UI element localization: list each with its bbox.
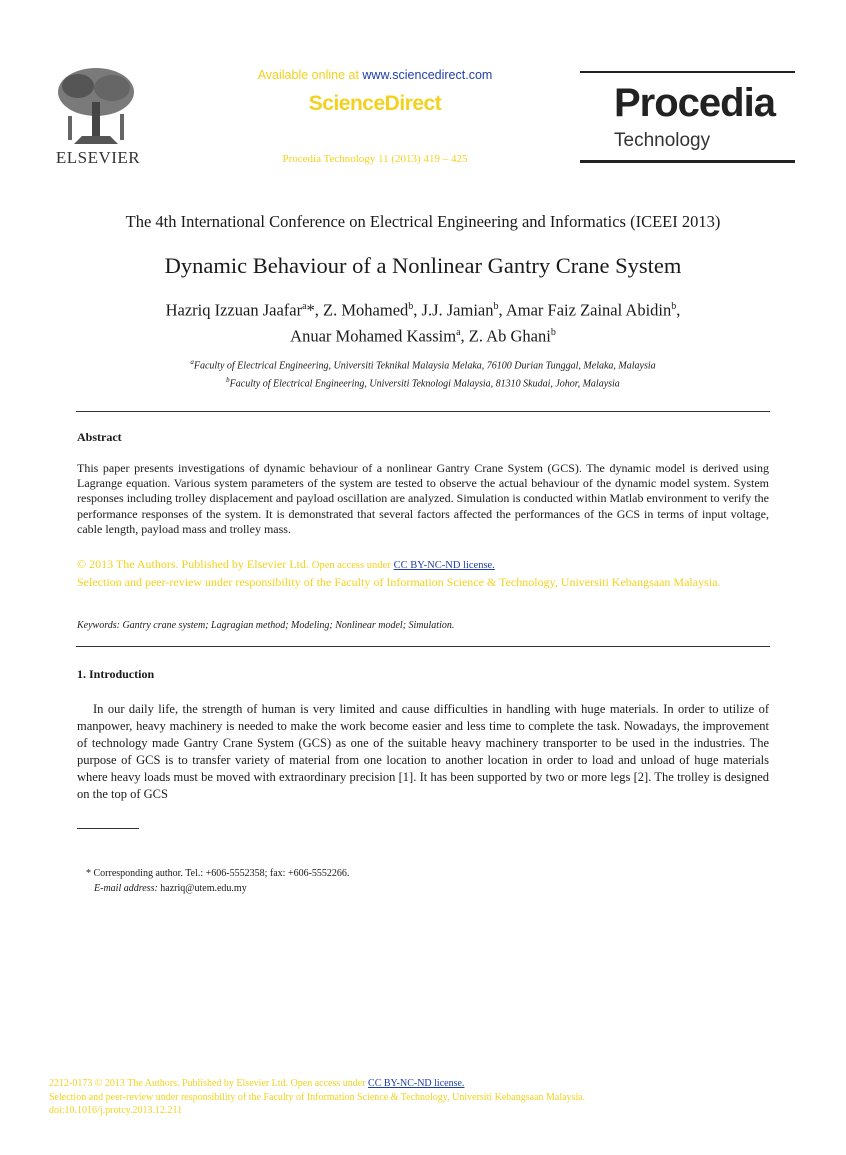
author-name: J.J. Jamian bbox=[421, 300, 494, 320]
affil-sup: a bbox=[190, 358, 194, 366]
author-sep: *, bbox=[306, 300, 324, 320]
abstract-text: This paper presents investigations of dynamic behaviour of a nonlinear Gantry Crane System (GCS). The dynamic model is derived using Lagrange equation. Various system parameters of the system are tested to observe the actual behaviour of the dynamic model system. System responses including trolley displacement and payload oscillation are analyzed. Simulation is conducted within Matlab environment to verify the performance responses of the system. It is demonstrated that several factors affected the performances of the GCS in terms of input voltage, cable length, payload mass and trolley mass. bbox=[77, 461, 769, 536]
author-sep: , bbox=[676, 300, 681, 320]
author-name: Z. Mohamed bbox=[323, 300, 409, 320]
open-access-text: Open access under bbox=[311, 560, 391, 571]
author-line-2 bbox=[40, 322, 806, 348]
footnote-rule bbox=[77, 828, 139, 829]
affiliation-b bbox=[40, 373, 806, 391]
author-name: Amar Faiz Zainal Abidin bbox=[505, 300, 672, 320]
author-affil-sup: b bbox=[671, 301, 677, 312]
author-affil-sup: b bbox=[408, 301, 414, 312]
email-note bbox=[94, 883, 247, 894]
conference-name: The 4th International Conference on Electrical Engineering and Informatics (ICEEI 2013) bbox=[125, 212, 721, 231]
author-name: Z. Ab Ghani bbox=[468, 326, 551, 345]
author-affil-sup: a bbox=[456, 326, 461, 338]
license-link[interactable]: CC BY-NC-ND license. bbox=[393, 560, 495, 571]
journal-reference: Procedia Technology 11 (2013) 419 – 425 bbox=[282, 153, 468, 165]
abstract-heading: Abstract bbox=[77, 430, 122, 444]
introduction-paragraph: In our daily life, the strength of human is very limited and cause difficulties in handling with huge materials. In order to utilize of manpower, heavy machinery is needed to make the work become easier and less time to complete the task. Nowadays, the improvement of technology made Gantry Crane System (GCS) as one of the suitable heavy machinery transporter to be used in the industries. The purpose of GCS is to transfer variety of material from one location to another location in order to load and unload of huge materials where heavy loads must be moved with extraordinary precision [1]. It has been supported by two or more legs [2]. The trolley is designed on the top of GCS bbox=[77, 702, 769, 801]
affiliation-a bbox=[40, 355, 806, 373]
introduction-text bbox=[77, 701, 769, 803]
email-label: E-mail address: bbox=[94, 883, 158, 894]
page-footer bbox=[49, 1077, 769, 1118]
footer-license-link[interactable]: CC BY-NC-ND license. bbox=[368, 1078, 465, 1089]
footer-copyright: 2212-0173 © 2013 The Authors. Published by Elsevier Ltd. bbox=[49, 1078, 289, 1089]
author-sep: , bbox=[460, 326, 469, 345]
sciencedirect-logo: ScienceDirect bbox=[308, 92, 442, 115]
footer-open-access: Open access under bbox=[290, 1078, 366, 1089]
technology-wordmark: Technology bbox=[614, 130, 711, 151]
keywords: Keywords: Gantry crane system; Lagragian method; Modeling; Nonlinear model; Simulation. bbox=[77, 620, 455, 631]
section-heading-introduction: 1. Introduction bbox=[77, 667, 155, 681]
author-name: Anuar Mohamed Kassim bbox=[290, 326, 457, 345]
elsevier-tree-icon bbox=[54, 66, 138, 146]
author-list bbox=[40, 296, 806, 347]
paper-title: Dynamic Behaviour of a Nonlinear Gantry Crane System bbox=[164, 253, 682, 278]
author-line-1 bbox=[40, 296, 806, 322]
logo-rule-top bbox=[580, 71, 795, 73]
copyright-text: © 2013 The Authors. Published by Elsevier Ltd. bbox=[77, 557, 309, 571]
affil-text: Faculty of Electrical Engineering, Universiti Teknikal Malaysia Melaka, 76100 Durian Tunggal, Melaka, Malaysia bbox=[193, 360, 656, 372]
divider-top bbox=[76, 411, 770, 412]
selection-text: Selection and peer-review under responsibility of the Faculty of Information Science & Technology, Universiti Kebangsaan Malaysia. bbox=[77, 575, 721, 589]
author-affil-sup: b bbox=[550, 326, 556, 338]
affiliations bbox=[40, 355, 806, 392]
footer-selection: Selection and peer-review under responsibility of the Faculty of Information Science & Technology, Universiti Kebangsaan Malaysia. bbox=[49, 1091, 586, 1103]
affil-text: Faculty of Electrical Engineering, Universiti Teknologi Malaysia, 81310 Skudai, Johor, Malaysia bbox=[229, 378, 620, 390]
author-name: Hazriq Izzuan Jaafar bbox=[165, 300, 303, 320]
author-sep: , bbox=[498, 300, 506, 320]
author-sep: , bbox=[413, 300, 422, 320]
elsevier-wordmark: ELSEVIER bbox=[55, 148, 141, 167]
corresponding-author-note: * Corresponding author. Tel.: +606-5552358; fax: +606-5552266. bbox=[86, 868, 350, 879]
author-affil-sup: b bbox=[493, 301, 499, 312]
procedia-logo bbox=[580, 71, 795, 163]
footer-line-1 bbox=[49, 1077, 769, 1091]
elsevier-logo bbox=[48, 66, 148, 166]
available-prefix: Available online at bbox=[257, 68, 359, 82]
email-address: hazriq@utem.edu.my bbox=[160, 883, 247, 894]
sciencedirect-url-link[interactable]: www.sciencedirect.com bbox=[362, 68, 493, 82]
procedia-wordmark: Procedia bbox=[614, 81, 775, 125]
logo-rule-bottom bbox=[580, 160, 795, 163]
available-online-line bbox=[200, 68, 550, 82]
author-affil-sup: a bbox=[302, 301, 307, 312]
copyright-notice bbox=[77, 556, 769, 590]
divider-keywords bbox=[76, 646, 770, 647]
footer-doi: doi:10.1016/j.protcy.2013.12.211 bbox=[49, 1105, 183, 1116]
affil-sup: b bbox=[226, 376, 230, 385]
